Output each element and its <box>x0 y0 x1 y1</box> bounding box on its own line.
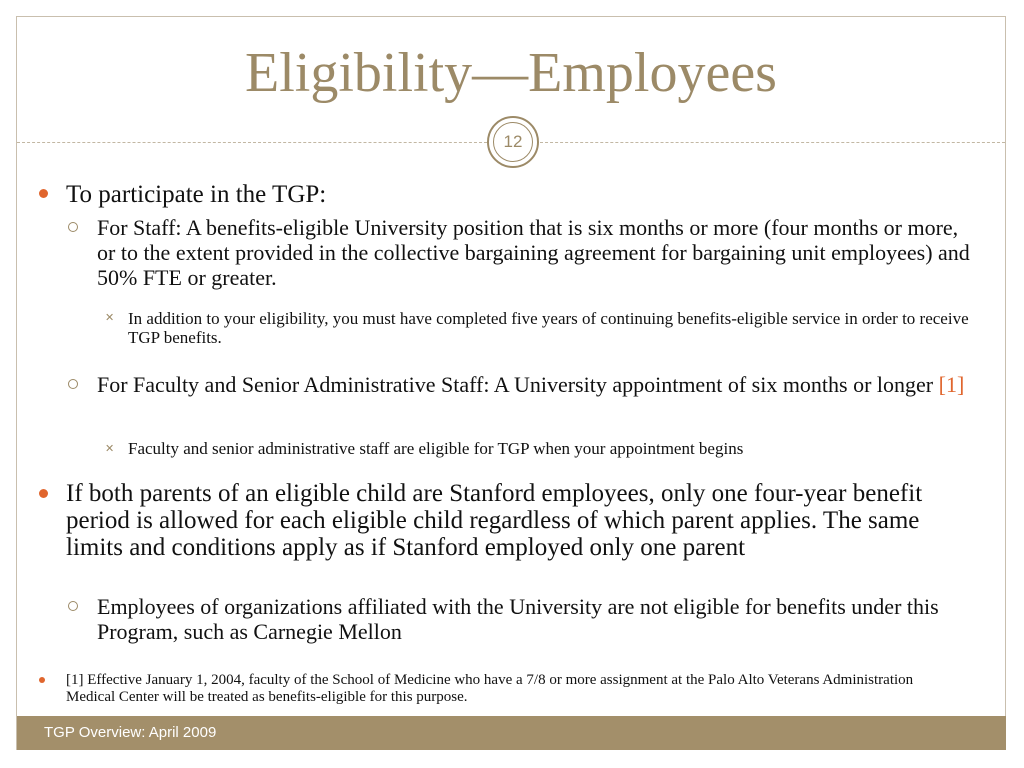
bullet-staff: For Staff: A benefits-eligible University position that is six months or more (four months or more, or to the extent provided in the collective bargaining agreement for bargaining unit employees) and 50% FTE or greater. <box>97 215 970 290</box>
bullet-participate: To participate in the TGP: <box>66 181 327 208</box>
title-divider-right <box>540 142 1005 143</box>
slide-number: 12 <box>493 122 533 162</box>
bullet-faculty-eligible: Faculty and senior administrative staff are eligible for TGP when your appointment begins <box>128 439 744 458</box>
bullet-x-icon: ✕ <box>105 442 115 455</box>
footer-bar <box>17 716 1006 750</box>
footer-text: TGP Overview: April 2009 <box>44 724 217 741</box>
bullet-ring-icon <box>68 379 78 389</box>
bullet-ring-icon <box>68 601 78 611</box>
footnote: [1] Effective January 1, 2004, faculty of the School of Medicine who have a 7/8 or more assignment at the Palo Alto Veterans Administration Medical Center will be treated as benefits-eligible for this purpose. <box>66 672 914 705</box>
bullet-staff-service: In addition to your eligibility, you must have completed five years of continuing benefits-eligible service in order to receive TGP benefits. <box>128 309 969 347</box>
bullet-faculty-text: For Faculty and Senior Administrative Staff: A University appointment of six months or longer <box>97 372 939 397</box>
bullet-dot-icon <box>39 677 45 683</box>
title-divider-left <box>17 142 487 143</box>
bullet-faculty <box>97 372 997 397</box>
bullet-affiliates: Employees of organizations affiliated with the University are not eligible for benefits under this Program, such as Carnegie Mellon <box>97 594 939 644</box>
bullet-dot-icon <box>39 189 48 198</box>
bullet-ring-icon <box>68 222 78 232</box>
slide-number-badge <box>487 116 539 168</box>
footnote-reference-link[interactable]: [1] <box>938 372 965 397</box>
slide-title: Eligibility—Employees <box>245 42 777 104</box>
bullet-both-parents: If both parents of an eligible child are Stanford employees, only one four-year benefit period is allowed for each eligible child regardless of which parent applies. The same limits and conditions apply as if Stanford employed only one parent <box>66 480 923 561</box>
bullet-dot-icon <box>39 489 48 498</box>
bullet-x-icon: ✕ <box>105 311 115 324</box>
